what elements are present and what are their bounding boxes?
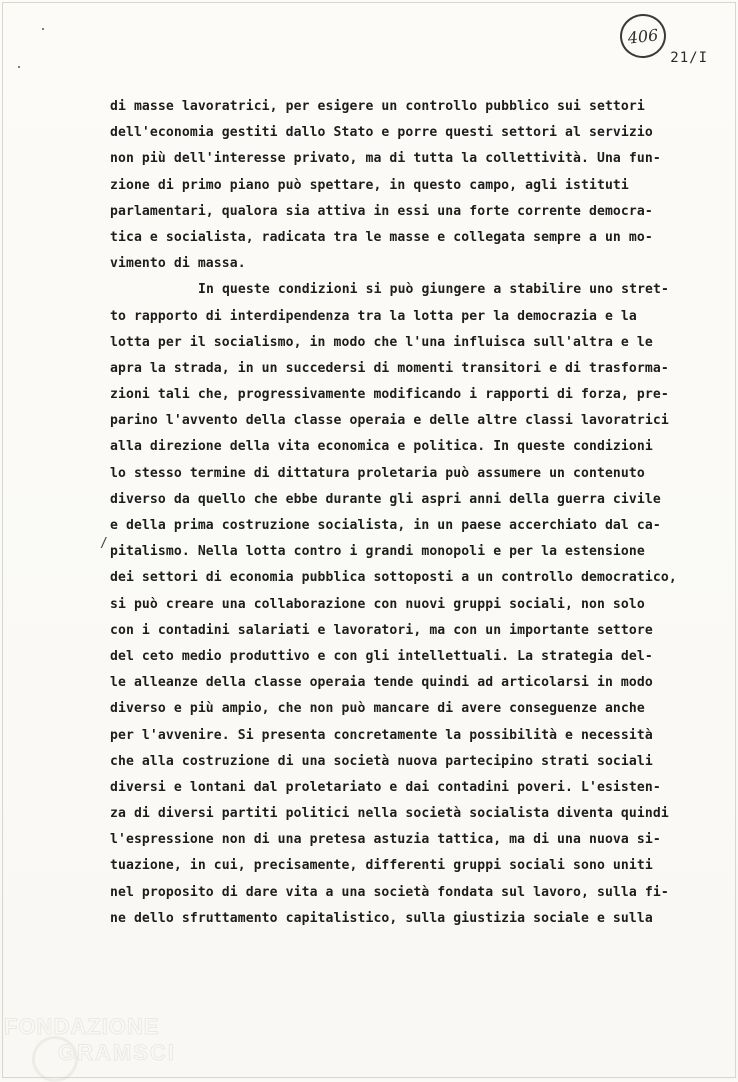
watermark-logo-ring xyxy=(32,1036,78,1082)
text-line: diverso da quello che ebbe durante gli aspri anni della guerra civile xyxy=(110,491,661,507)
paper-speck xyxy=(18,66,20,68)
text-line: del ceto medio produttivo e con gli intellettuali. La strategia del- xyxy=(110,648,653,664)
text-line: vimento di massa. xyxy=(110,256,246,272)
text-line: l'espressione non di una pretesa astuzia tattica, ma di una nuova si- xyxy=(110,832,661,848)
text-line: alla direzione della vita economica e politica. In queste condizioni xyxy=(110,439,653,455)
text-line: lotta per il socialismo, in modo che l'una influisca sull'altra e le xyxy=(110,334,653,350)
archive-stamp-number: 406 xyxy=(626,24,660,48)
text-line: parino l'avvento della classe operaia e delle altre classi lavoratrici xyxy=(110,413,669,429)
text-line: di masse lavoratrici, per esigere un controllo pubblico sui settori xyxy=(110,99,645,114)
text-line: non più dell'interesse privato, ma di tutta la collettività. Una fun- xyxy=(110,151,661,167)
text-line: si può creare una collaborazione con nuovi gruppi sociali, non solo xyxy=(110,596,645,612)
foundation-watermark xyxy=(4,1014,176,1066)
paper-speck xyxy=(42,28,44,30)
typewritten-body xyxy=(110,94,738,932)
text-line: diverso e più ampio, che non può mancare di avere conseguenze anche xyxy=(110,701,645,717)
text-line: tuazione, in cui, precisamente, differenti gruppi sociali sono uniti xyxy=(110,858,653,874)
text-line: za di diversi partiti politici nella società socialista diventa quindi xyxy=(110,806,669,822)
text-line: apra la strada, in un succedersi di momenti transitori e di trasforma- xyxy=(110,360,669,376)
watermark-line-2: GRAMSCI xyxy=(58,1040,176,1065)
page-number: 21/I xyxy=(670,50,708,66)
text-line: pitalismo. Nella lotta contro i grandi monopoli e per la estensione xyxy=(110,544,645,560)
text-line: tica e socialista, radicata tra le masse e collegata sempre a un mo- xyxy=(110,229,653,245)
text-line: con i contadini salariati e lavoratori, ma con un importante settore xyxy=(110,622,653,638)
paragraph-start-line: In queste condizioni si può giungere a stabilire uno stret- xyxy=(198,282,670,298)
text-line: che alla costruzione di una società nuova partecipino strati sociali xyxy=(110,753,653,769)
text-line: dei settori di economia pubblica sottoposti a un controllo democratico, xyxy=(110,570,677,586)
text-line: to rapporto di interdipendenza tra la lotta per la democrazia e la xyxy=(110,308,637,324)
watermark-line-1: FONDAZIONE xyxy=(4,1014,160,1039)
text-line: per l'avvenire. Si presenta concretamente la possibilità e necessità xyxy=(110,727,653,743)
text-line: nel proposito di dare vita a una società fondata sul lavoro, sulla fi- xyxy=(110,884,669,900)
text-line: e della prima costruzione socialista, in un paese accerchiato dal ca- xyxy=(110,518,661,533)
text-line: zione di primo piano può spettare, in questo campo, agli istituti xyxy=(110,177,629,193)
text-line: lo stesso termine di dittatura proletaria può assumere un contenuto xyxy=(110,465,645,481)
text-line: diversi e lontani dal proletariato e dai contadini poveri. L'esisten- xyxy=(110,779,661,795)
text-line: le alleanze della classe operaia tende quindi ad articolarsi in modo xyxy=(110,675,653,691)
text-line: dell'economia gestiti dallo Stato e porre questi settori al servizio xyxy=(110,125,653,141)
text-line: ne dello sfruttamento capitalistico, sulla giustizia sociale e sulla xyxy=(110,910,653,926)
margin-mark: / xyxy=(100,536,108,551)
text-line: parlamentari, qualora sia attiva in essi una forte corrente democra- xyxy=(110,203,653,219)
text-line: zioni tali che, progressivamente modificando i rapporti di forza, pre- xyxy=(110,387,669,403)
